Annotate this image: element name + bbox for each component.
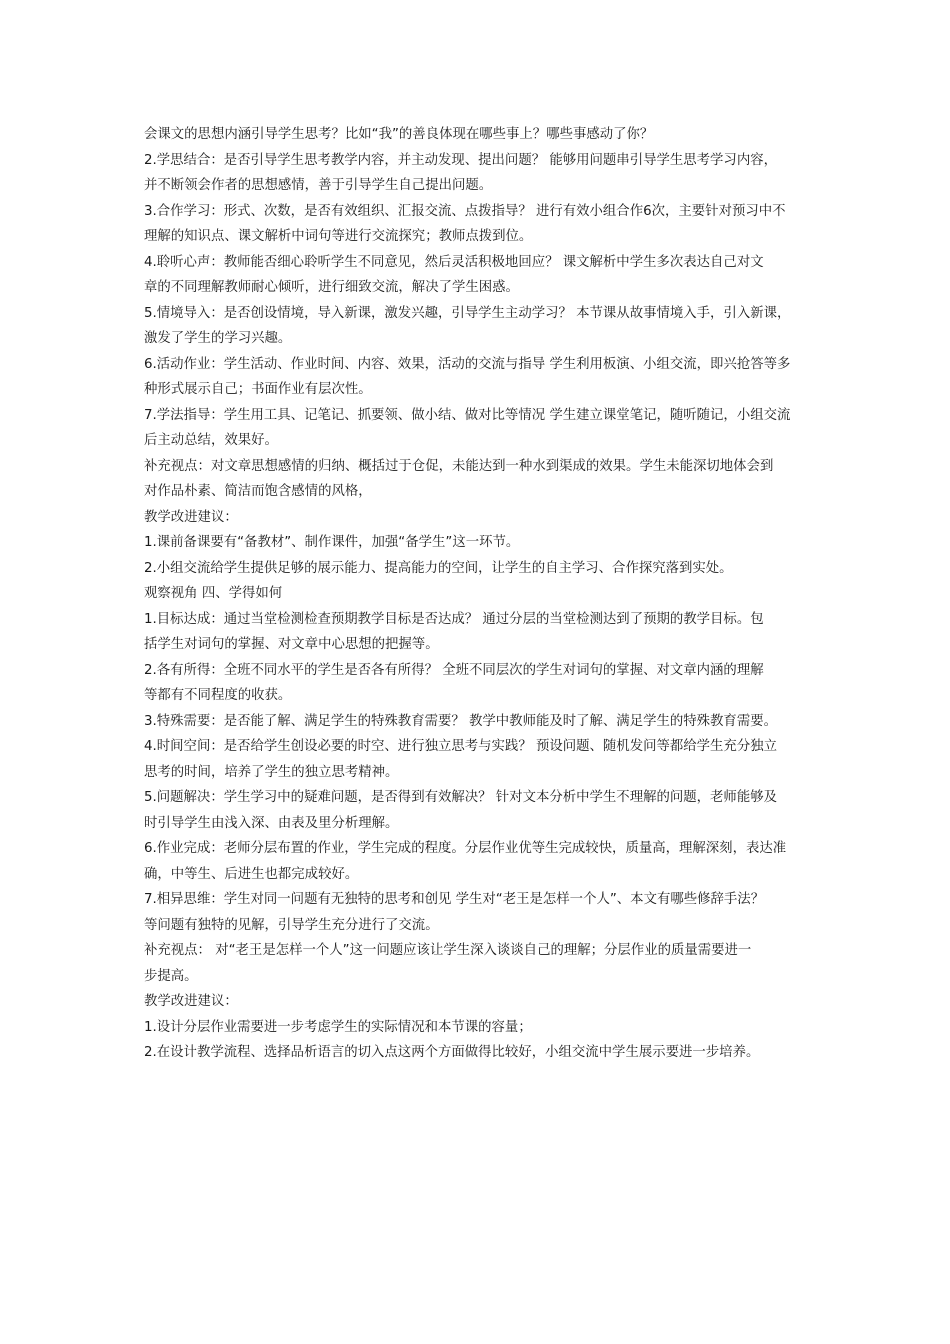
text-line: 时引导学生由浅入深、由表及里分析理解。: [144, 815, 399, 831]
text-line: 3.特殊需要：是否能了解、满足学生的特殊教育需要？ 教学中教师能及时了解、满足学生的特殊教育需要。: [144, 713, 777, 729]
text-line: 7.学法指导：学生用工具、记笔记、抓要领、做小结、做对比等情况 学生建立课堂笔记，随听随记，小组交流: [144, 407, 791, 423]
text-line: 2.小组交流给学生提供足够的展示能力、提高能力的空间，让学生的自主学习、合作探究落到实处。: [144, 560, 733, 576]
text-line: 等问题有独特的见解，引导学生充分进行了交流。: [144, 917, 439, 933]
text-line: 5.情境导入：是否创设情境，导入新课，激发兴趣，引导学生主动学习？ 本节课从故事情境入手，引入新课，: [144, 305, 791, 321]
text-line: 6.活动作业：学生活动、作业时间、内容、效果，活动的交流与指导 学生利用板演、小组交流，即兴抢答等多: [144, 356, 791, 372]
text-line: 括学生对词句的掌握、对文章中心思想的把握等。: [144, 637, 439, 652]
text-line: 确，中等生、后进生也都完成较好。: [144, 866, 359, 882]
text-line: 补充视点： 对“老王是怎样一个人”这一问题应该让学生深入谈谈自己的理解；分层作业的质量需要进一: [144, 943, 752, 958]
text-line: 2.各有所得：全班不同水平的学生是否各有所得？ 全班不同层次的学生对词句的掌握、对文章内涵的理解: [144, 662, 764, 678]
text-line: 等都有不同程度的收获。: [144, 688, 292, 703]
text-line: 步提高。: [144, 968, 198, 984]
text-line: 7.相异思维：学生对同一问题有无独特的思考和创见 学生对“老王是怎样一个人”、本文有哪些修辞手法？: [144, 892, 765, 907]
text-line: 对作品朴素、简洁而饱含感情的风格，: [144, 484, 372, 499]
text-line: 激发了学生的学习兴趣。: [144, 331, 292, 346]
section-heading: 观察视角 四、学得如何: [144, 586, 283, 601]
text-line: 6.作业完成：老师分层布置的作业，学生完成的程度。分层作业优等生完成较快，质量高，理解深刻，表达准: [144, 841, 787, 856]
section-heading: 教学改进建议：: [144, 994, 238, 1009]
text-line: 1.目标达成：通过当堂检测检查预期教学目标是否达成？ 通过分层的当堂检测达到了预期的教学目标。包: [144, 611, 764, 627]
text-line: 思考的时间，培养了学生的独立思考精神。: [144, 764, 399, 780]
text-line: 3.合作学习：形式、次数，是否有效组织、汇报交流、点拨指导？ 进行有效小组合作6次，主要针对预习中不: [144, 203, 786, 219]
text-line: 会课文的思想内涵引导学生思考？比如“我”的善良体现在哪些事上？哪些事感动了你？: [144, 127, 654, 142]
text-line: 4.时间空间：是否给学生创设必要的时空、进行独立思考与实践？ 预设问题、随机发问等都给学生充分独立: [144, 739, 777, 754]
text-line: 章的不同理解教师耐心倾听，进行细致交流，解决了学生困惑。: [144, 280, 519, 295]
text-line: 种形式展示自己；书面作业有层次性。: [144, 382, 372, 397]
text-line: 4.聆听心声：教师能否细心聆听学生不同意见，然后灵活积极地回应？ 课文解析中学生多次表达自己对文: [144, 254, 764, 270]
document-body: [144, 122, 820, 1066]
text-line: 补充视点：对文章思想感情的归纳、概括过于仓促，未能达到一种水到渠成的效果。学生未能深切地体会到: [144, 458, 774, 474]
text-line: 理解的知识点、课文解析中词句等进行交流探究；教师点拨到位。: [144, 229, 533, 244]
text-line: 5.问题解决：学生学习中的疑难问题，是否得到有效解决？ 针对文本分析中学生不理解的问题，老师能够及: [144, 790, 777, 805]
section-heading: 教学改进建议：: [144, 509, 238, 525]
text-line: 后主动总结，效果好。: [144, 433, 278, 448]
text-line: 2.学思结合：是否引导学生思考教学内容，并主动发现、提出问题？ 能够用问题串引导学生思考学习内容，: [144, 152, 777, 168]
text-line: 1.课前备课要有“备教材”、制作课件，加强“备学生”这一环节。: [144, 535, 520, 550]
text-line: 并不断领会作者的思想感情，善于引导学生自己提出问题。: [144, 178, 493, 193]
text-line: 1.设计分层作业需要进一步考虑学生的实际情况和本节课的容量；: [144, 1019, 532, 1035]
text-line: 2.在设计教学流程、选择品析语言的切入点这两个方面做得比较好，小组交流中学生展示要进一步培养。: [144, 1045, 760, 1060]
